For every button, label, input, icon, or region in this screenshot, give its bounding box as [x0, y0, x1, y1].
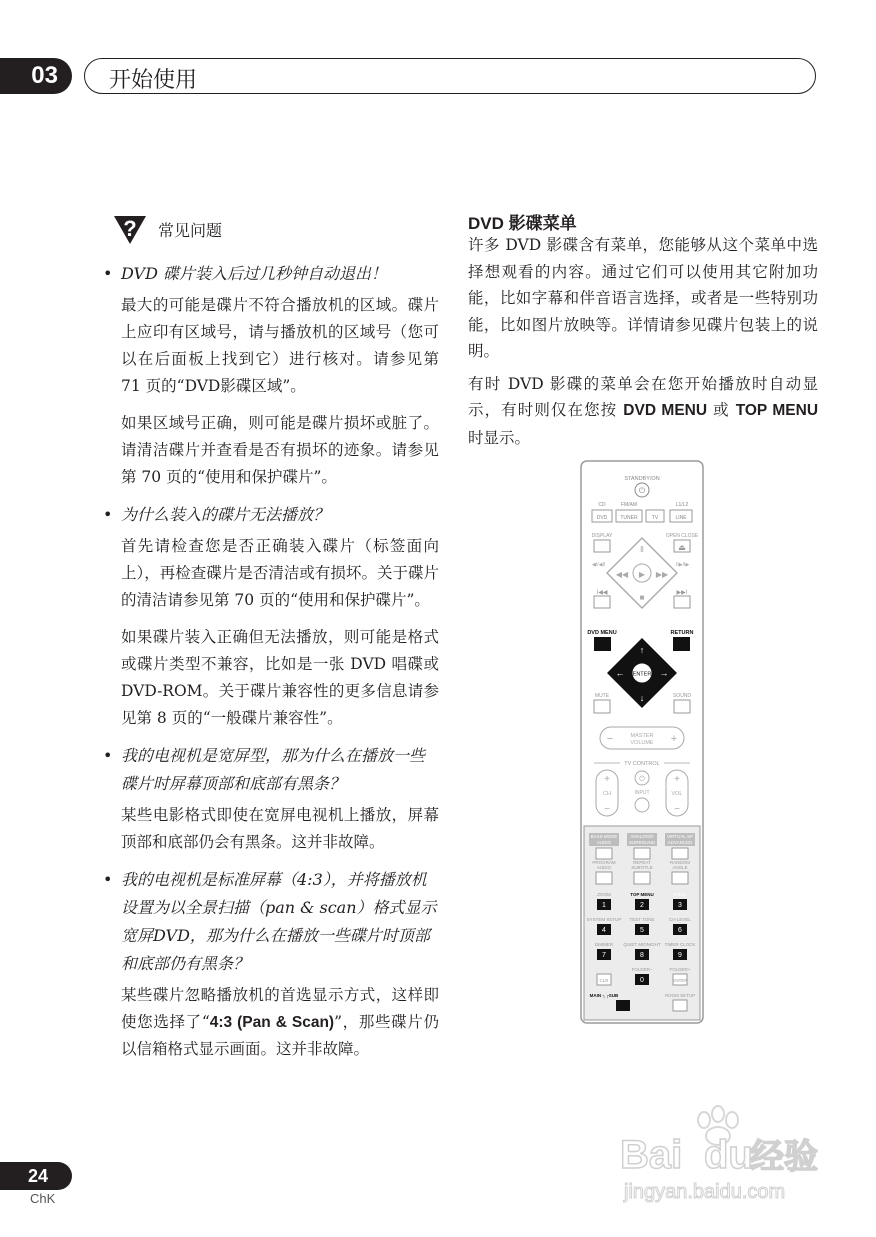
return-label: RETURN [670, 630, 694, 636]
analog-label: ANALOG/D [630, 834, 654, 839]
svg-text:TOP MENU: TOP MENU [630, 892, 654, 897]
eject-icon: ⏏ [678, 543, 686, 552]
tv-power-icon: ⏻ [639, 776, 645, 783]
svg-text:3: 3 [678, 902, 682, 909]
enter-label: ENTER [632, 671, 652, 678]
faq-question: • 我的电视机是宽屏型，那为什么在播放一些碟片时屏幕顶部和底部有黑条？ [103, 746, 426, 793]
svg-text:AUDIO: AUDIO [596, 865, 612, 870]
svg-text:FOLD: FOLD [673, 892, 687, 897]
svg-text:CH LEVEL: CH LEVEL [669, 917, 691, 922]
faq-question: • 我的电视机是标准屏幕（4:3），并将播放机设置为以全景扫描（pan & scan）格式显示宽屏DVD，那为什么在播放一些碟片时顶部和底部仍有黑条？ [103, 870, 437, 973]
open-close-label: OPEN CLOSE [665, 533, 699, 539]
src-btn-label: LINE [675, 515, 687, 521]
step-forward-icon: II▶/I▶ [676, 562, 690, 568]
ch-label: CH [603, 791, 611, 797]
volume-down-icon: − [606, 733, 614, 745]
faq-title: 常见问题 [158, 220, 223, 240]
sound-label: SOUND [672, 693, 692, 699]
watermark-logo: du [704, 1133, 753, 1177]
dvd-menu-label: DVD MENU [587, 630, 617, 636]
fast-forward-icon: ▶▶ [655, 570, 669, 579]
standby-label: STANDBY/ON [624, 476, 660, 482]
src-btn-label: TUNER [620, 515, 638, 521]
prev-icon: I◀◀ [596, 590, 608, 596]
input-label: INPUT [634, 790, 650, 796]
dvd-menu-body [468, 232, 818, 457]
vol-label: VOL [671, 791, 683, 797]
function-row [592, 860, 690, 870]
src-btn-label: TV [651, 515, 659, 521]
svg-text:ANGLE: ANGLE [672, 865, 688, 870]
next-icon: ▶▶I [676, 590, 688, 596]
power-icon: ⏻ [638, 486, 646, 495]
advanced-label: ADVANCED [667, 840, 693, 845]
faq-answer: 某些电影格式即使在宽屏电视机上播放，屏幕顶部和底部仍会有黑条。这并非故障。 [121, 806, 439, 851]
tv-volume-up-icon: + [674, 774, 680, 785]
language-code: ChK [30, 1191, 56, 1206]
src-top-label: L1/L2 [675, 502, 689, 508]
up-arrow-icon: ↑ [639, 645, 645, 655]
svg-text:SYSTEM SETUP: SYSTEM SETUP [586, 917, 622, 922]
audio-label: AUDIO [596, 840, 612, 845]
svg-text:FOLDER–: FOLDER– [631, 967, 653, 972]
faq-answer: 某些碟片忽略播放机的首选显示方式，这样即使您选择了“4:3 (Pan & Scan)”，那些碟片仍以信箱格式显示画面。这并非故障。 [121, 986, 439, 1058]
play-icon: ▶ [638, 570, 646, 579]
watermark-logo: Bai [620, 1133, 683, 1177]
svg-text:ROOM SETUP: ROOM SETUP [664, 993, 696, 998]
faq-heading [112, 212, 222, 246]
svg-text:CLR: CLR [599, 978, 609, 983]
page-number: 24 [27, 1165, 48, 1186]
pause-icon: Ⅱ [640, 545, 644, 554]
tv-control-label: TV CONTROL [624, 761, 660, 767]
bass-mode-label: BASS MODE [590, 834, 618, 839]
left-arrow-icon: ← [615, 668, 625, 678]
faq-answer: 如果区域号正确，则可能是碟片损坏或脏了。请清洁碟片并查看是否有损坏的迹象。请参见第 70 页的“使用和保护碟片”。 [121, 414, 439, 486]
src-top-label: CD [598, 502, 606, 508]
svg-text:?: ? [123, 216, 137, 241]
baidu-jingyan-watermark [600, 1100, 840, 1210]
question-mark-icon [112, 212, 148, 246]
tv-volume-down-icon: − [674, 804, 680, 815]
dvd-menu-paragraph: 许多 DVD 影碟含有菜单，您能够从这个菜单中选择想观看的内容。通过它们可以使用其它附加功能，比如字幕和伴音语言选择，或者是一些特别功能，比如图片放映等。详情请参见碟片包装上的说明。 [468, 236, 818, 360]
svg-text:7: 7 [602, 952, 606, 959]
svg-text:9: 9 [678, 952, 682, 959]
svg-text:TIMER CLOCK: TIMER CLOCK [664, 942, 696, 947]
channel-up-icon: + [604, 774, 610, 785]
volume-up-icon: + [670, 733, 678, 745]
svg-text:1: 1 [602, 902, 606, 909]
svg-text:2: 2 [640, 902, 644, 909]
svg-text:8: 8 [640, 952, 644, 959]
chapter-title-bar [84, 58, 816, 94]
master-volume-label: MASTER [630, 733, 654, 739]
svg-text:MAIN ┐┌SUB: MAIN ┐┌SUB [589, 993, 619, 998]
svg-text:DIMMER: DIMMER [594, 942, 614, 947]
src-top-label: FM/AM [620, 502, 638, 508]
svg-text:ENTER: ENTER [672, 978, 688, 983]
mode-buttons [589, 833, 695, 859]
stop-icon: ■ [639, 593, 645, 602]
svg-text:6: 6 [678, 927, 682, 934]
faq-answer: 首先请检查您是否正确装入碟片（标签面向上），再检查碟片是否清洁或有损坏。关于碟片的清洁请参见第 70 页的“使用和保护碟片”。 [121, 537, 439, 609]
down-arrow-icon: ↓ [639, 693, 645, 703]
remote-control-illustration [580, 460, 704, 1024]
faq-question: • 为什么装入的碟片无法播放？ [103, 505, 330, 524]
step-back-icon: ◀I/◀II [592, 562, 606, 568]
svg-text:ZOOM: ZOOM [597, 892, 611, 897]
svg-text:FOLDER+: FOLDER+ [669, 967, 691, 972]
display-label: DISPLAY [591, 533, 613, 539]
faq-answer: 最大的可能是碟片不符合播放机的区域。碟片上应印有区域号，请与播放机的区域号（您可以在后面板上找到它）进行核对。请参见第 71 页的“DVD影碟区域”。 [121, 296, 439, 395]
svg-text:SUBTITLE: SUBTITLE [631, 865, 653, 870]
faq-list [103, 260, 439, 1073]
virtual-sp-label: VIRTUAL SP [666, 834, 694, 839]
svg-text:4: 4 [602, 927, 606, 934]
watermark-logo: 经验 [750, 1137, 818, 1177]
svg-text:RANDOM: RANDOM [670, 860, 690, 865]
mute-label: MUTE [594, 693, 610, 699]
dvd-menu-button [594, 637, 611, 651]
svg-text:0: 0 [640, 977, 644, 984]
channel-down-icon: − [604, 804, 610, 815]
faq-question: • DVD 碟片装入后过几秒钟自动退出！ [103, 264, 388, 283]
chapter-number: 03 [31, 62, 58, 89]
dvd-menu-heading: DVD 影碟菜单 [468, 214, 577, 233]
page-number-badge [0, 1162, 72, 1190]
rewind-icon: ◀◀ [615, 570, 629, 579]
src-btn-label: DVD [596, 515, 608, 521]
dvd-menu-paragraph: 有时 DVD 影碟的菜单会在您开始播放时自动显示，有时则仅在您按 DVD MENU 或 TOP MENU 时显示。 [468, 374, 819, 447]
svg-text:REPEAT: REPEAT [633, 860, 651, 865]
svg-text:TEST TONE: TEST TONE [629, 917, 655, 922]
master-volume-label: VOLUME [630, 740, 654, 746]
svg-text:PROGRAM: PROGRAM [592, 860, 616, 865]
chapter-number-badge [0, 58, 72, 94]
svg-text:5: 5 [640, 927, 644, 934]
surround-label: SURROUND [628, 840, 656, 845]
faq-answer: 如果碟片装入正确但无法播放，则可能是格式或碟片类型不兼容，比如是一张 DVD 唱碟或 DVD-ROM。关于碟片兼容性的更多信息请参见第 8 页的“一般碟片兼容性”。 [121, 628, 439, 727]
watermark-url: jingyan.baidu.com [624, 1181, 786, 1203]
return-button [673, 637, 690, 651]
right-arrow-icon: → [659, 668, 669, 678]
chapter-title: 开始使用 [109, 68, 198, 93]
svg-text:QUIET MIDNIGHT: QUIET MIDNIGHT [623, 942, 661, 947]
